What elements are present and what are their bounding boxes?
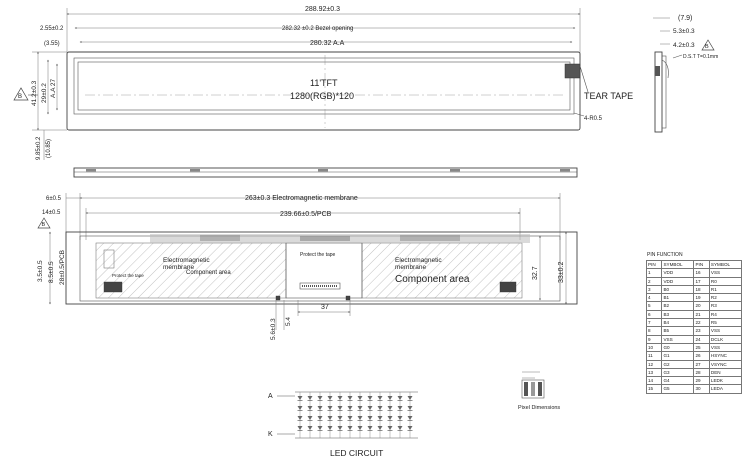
- led-diode-icon: [398, 426, 403, 430]
- pin-row: [647, 360, 742, 368]
- led-diode-icon: [298, 396, 303, 400]
- led-diode-icon: [298, 406, 303, 410]
- led-diode-icon: [388, 416, 393, 420]
- dst-label: D.S.T T=0.1mm: [683, 54, 719, 60]
- strip-view: [74, 168, 577, 177]
- pin-cell: 13: [647, 368, 662, 376]
- led-diode-icon: [298, 416, 303, 420]
- pin-table-body: [647, 269, 742, 393]
- overall-width-label: 288.92±0.3: [305, 6, 340, 13]
- led-diode-icon: [378, 426, 383, 430]
- pin-cell: VSS: [709, 343, 741, 351]
- pin-cell: 28: [694, 368, 709, 376]
- pin-header-cell: SYMBOL: [662, 261, 694, 269]
- pin-cell: VSYNC: [709, 360, 741, 368]
- led-diode-icon: [338, 406, 343, 410]
- led-diode-icon: [408, 406, 413, 410]
- led-diode-icon: [358, 416, 363, 420]
- pin-header-cell: SYMBOL: [709, 261, 741, 269]
- pin-row: [647, 343, 742, 351]
- pin-cell: G2: [662, 360, 694, 368]
- pin-cell: R5: [709, 319, 741, 327]
- led-circuit: [268, 392, 418, 458]
- pin-cell: HSYNC: [709, 352, 741, 360]
- membrane-label-1b: membrane: [163, 264, 195, 271]
- pin-row: [647, 377, 742, 385]
- pin-cell: VSS: [709, 269, 741, 277]
- led-diode-icon: [358, 396, 363, 400]
- led-diode-icon: [388, 396, 393, 400]
- pin-cell: VDD: [662, 269, 694, 277]
- aa-height-label: A.A 27: [50, 78, 57, 98]
- left-offset-label: 2.55±0.2: [40, 26, 64, 32]
- side-dim-b-label: 4.2±0.3: [673, 42, 695, 49]
- anode-label: A: [268, 393, 273, 400]
- led-diode-icon: [348, 426, 353, 430]
- pixel-dimensions: [518, 372, 560, 411]
- pin-row: [647, 352, 742, 360]
- led-diode-icon: [318, 426, 323, 430]
- pin-cell: 9: [647, 335, 662, 343]
- pin-header-cell: PIN: [647, 261, 662, 269]
- active-area-label: 280.32 A.A: [310, 40, 345, 47]
- connector-dim-2-label: 5.4: [285, 316, 292, 326]
- component-area-label-2: Component area: [395, 274, 470, 285]
- pin-cell: B2: [662, 302, 694, 310]
- led-diode-icon: [358, 426, 363, 430]
- membrane-width-label: 263±0.3 Electromagnetic membrane: [245, 195, 358, 202]
- pin-cell: LEDA: [709, 385, 741, 393]
- flatness-symbol-side: B: [705, 44, 709, 50]
- aa-offset-label: (3.55): [44, 41, 60, 47]
- pcb-offset-label: 14±0.5: [42, 210, 61, 216]
- pin-cell: B3: [662, 310, 694, 318]
- pin-row: [647, 310, 742, 318]
- pin-cell: 6: [647, 310, 662, 318]
- pin-cell: R2: [709, 294, 741, 302]
- side-view: [653, 15, 718, 132]
- tear-tape-label: TEAR TAPE: [584, 91, 634, 101]
- panel-resolution: 1280(RGB)*120: [290, 91, 355, 101]
- led-diode-icon: [338, 396, 343, 400]
- pin-cell: G3: [662, 368, 694, 376]
- protect-tape-label-2: Protect the tape: [300, 252, 336, 258]
- pin-table-header: [647, 261, 742, 269]
- opening-label: 282.32 ±0.2 Bezel opening: [282, 26, 354, 32]
- pin-cell: 25: [694, 343, 709, 351]
- pcb-width-label: 239.66±0.5/PCB: [280, 211, 332, 218]
- left-dim-2-label: 8.5±0.5: [48, 261, 55, 283]
- led-diode-icon: [388, 426, 393, 430]
- pin-cell: 2: [647, 277, 662, 285]
- pin-cell: R0: [709, 277, 741, 285]
- right-height-2-label: 33±0.2: [558, 261, 565, 283]
- membrane-label-2a: Electromagnetic: [395, 257, 442, 264]
- led-diode-icon: [408, 426, 413, 430]
- pin-cell: 21: [694, 310, 709, 318]
- pin-row: [647, 385, 742, 393]
- pin-cell: 7: [647, 319, 662, 327]
- led-diode-icon: [398, 416, 403, 420]
- led-diode-icon: [308, 416, 313, 420]
- led-diode-icon: [368, 396, 373, 400]
- pin-cell: LEDK: [709, 377, 741, 385]
- pin-cell: 19: [694, 294, 709, 302]
- protect-tape-label-1: Protect the tape: [112, 273, 144, 278]
- pin-cell: 29: [694, 377, 709, 385]
- pcb-height-label: 28±0.5/PCB: [59, 249, 66, 285]
- pin-cell: 3: [647, 285, 662, 293]
- led-diode-icon: [338, 416, 343, 420]
- led-diode-icon: [368, 406, 373, 410]
- pin-cell: 4: [647, 294, 662, 302]
- connector-dim-1-label: 5.6±0.3: [270, 318, 277, 340]
- pin-cell: 11: [647, 352, 662, 360]
- led-diode-icon: [298, 426, 303, 430]
- pin-cell: 17: [694, 277, 709, 285]
- led-diode-icon: [408, 396, 413, 400]
- pin-cell: DEN: [709, 368, 741, 376]
- pin-cell: DCLK: [709, 335, 741, 343]
- pin-cell: 12: [647, 360, 662, 368]
- top-view: [14, 6, 633, 160]
- led-diode-icon: [358, 406, 363, 410]
- flatness-symbol-back: B: [41, 222, 46, 228]
- led-diode-icon: [378, 406, 383, 410]
- connector-width-label: 37: [321, 304, 329, 311]
- pin-cell: 5: [647, 302, 662, 310]
- pin-cell: 8: [647, 327, 662, 335]
- pin-cell: R3: [709, 302, 741, 310]
- led-diode-icon: [378, 396, 383, 400]
- pin-cell: 26: [694, 352, 709, 360]
- led-diode-icon: [348, 416, 353, 420]
- led-diode-icon: [318, 406, 323, 410]
- flatness-symbol-top: B: [18, 94, 23, 100]
- led-diode-icon: [328, 396, 333, 400]
- led-diode-icon: [328, 426, 333, 430]
- led-diode-icon: [408, 416, 413, 420]
- pin-row: [647, 319, 742, 327]
- membrane-label-1a: Electromagnetic: [163, 257, 210, 264]
- membrane-label-2b: membrane: [395, 264, 427, 271]
- pin-cell: 10: [647, 343, 662, 351]
- pin-cell: 15: [647, 385, 662, 393]
- pin-cell: 22: [694, 319, 709, 327]
- pin-cell: B0: [662, 285, 694, 293]
- led-diode-icon: [308, 406, 313, 410]
- pixel-dimensions-title: Pixel Dimensions: [518, 405, 561, 411]
- pin-row: [647, 277, 742, 285]
- led-diode-icon: [318, 396, 323, 400]
- component-area-label-1: Component area: [186, 270, 231, 276]
- pin-cell: G4: [662, 377, 694, 385]
- led-diode-icon: [378, 416, 383, 420]
- pin-cell: 16: [694, 269, 709, 277]
- pin-function-table: [646, 260, 742, 394]
- thickness-ref-label: (7.9): [678, 15, 693, 22]
- led-diode-icon: [368, 426, 373, 430]
- pin-cell: 20: [694, 302, 709, 310]
- led-diode-icon: [348, 396, 353, 400]
- led-diode-icon: [328, 406, 333, 410]
- pin-row: [647, 335, 742, 343]
- pin-cell: G5: [662, 385, 694, 393]
- pin-row: [647, 294, 742, 302]
- pin-cell: 23: [694, 327, 709, 335]
- pin-header-cell: PIN: [694, 261, 709, 269]
- pin-cell: B5: [662, 327, 694, 335]
- pin-cell: B4: [662, 319, 694, 327]
- pin-cell: 14: [647, 377, 662, 385]
- pin-cell: G1: [662, 352, 694, 360]
- pin-row: [647, 302, 742, 310]
- led-array: [298, 392, 413, 438]
- pin-row: [647, 285, 742, 293]
- pin-cell: 1: [647, 269, 662, 277]
- pin-cell: G0: [662, 343, 694, 351]
- corner-radius-label: 4-R0.5: [584, 116, 603, 122]
- led-diode-icon: [318, 416, 323, 420]
- led-diode-icon: [308, 396, 313, 400]
- pin-cell: VDD: [662, 277, 694, 285]
- led-diode-icon: [328, 416, 333, 420]
- led-diode-icon: [368, 416, 373, 420]
- pin-cell: R1: [709, 285, 741, 293]
- led-diode-icon: [388, 406, 393, 410]
- panel-title: 11'TFT: [310, 78, 338, 88]
- pin-row: [647, 368, 742, 376]
- pin-cell: R4: [709, 310, 741, 318]
- pin-row: [647, 269, 742, 277]
- bottom-margin-ref-label: (10.85): [46, 138, 52, 158]
- led-circuit-title: LED CIRCUIT: [330, 448, 384, 458]
- pin-cell: VSS: [662, 335, 694, 343]
- pin-cell: 24: [694, 335, 709, 343]
- cathode-label: K: [268, 431, 273, 438]
- led-diode-icon: [398, 396, 403, 400]
- led-diode-icon: [308, 426, 313, 430]
- bottom-margin-label: 9.85±0.2: [36, 136, 42, 160]
- led-diode-icon: [348, 406, 353, 410]
- pin-row: [647, 327, 742, 335]
- led-diode-icon: [398, 406, 403, 410]
- pin-cell: 27: [694, 360, 709, 368]
- overall-height-label: 41.2±0.3: [31, 80, 38, 106]
- pin-function-title: PIN FUNCTION: [647, 252, 683, 258]
- pin-cell: 30: [694, 385, 709, 393]
- right-height-label: 32.7: [532, 266, 539, 280]
- pin-cell: B1: [662, 294, 694, 302]
- left-dim-1-label: 3.5±0.5: [37, 260, 44, 282]
- led-diode-icon: [338, 426, 343, 430]
- back-view: [37, 193, 577, 340]
- side-dim-a-label: 5.3±0.3: [673, 28, 695, 35]
- pin-cell: 18: [694, 285, 709, 293]
- bezel-height-label: 29±0.2: [41, 83, 48, 103]
- pin-cell: VSS: [709, 327, 741, 335]
- back-left-offset-label: 6±0.5: [46, 196, 61, 202]
